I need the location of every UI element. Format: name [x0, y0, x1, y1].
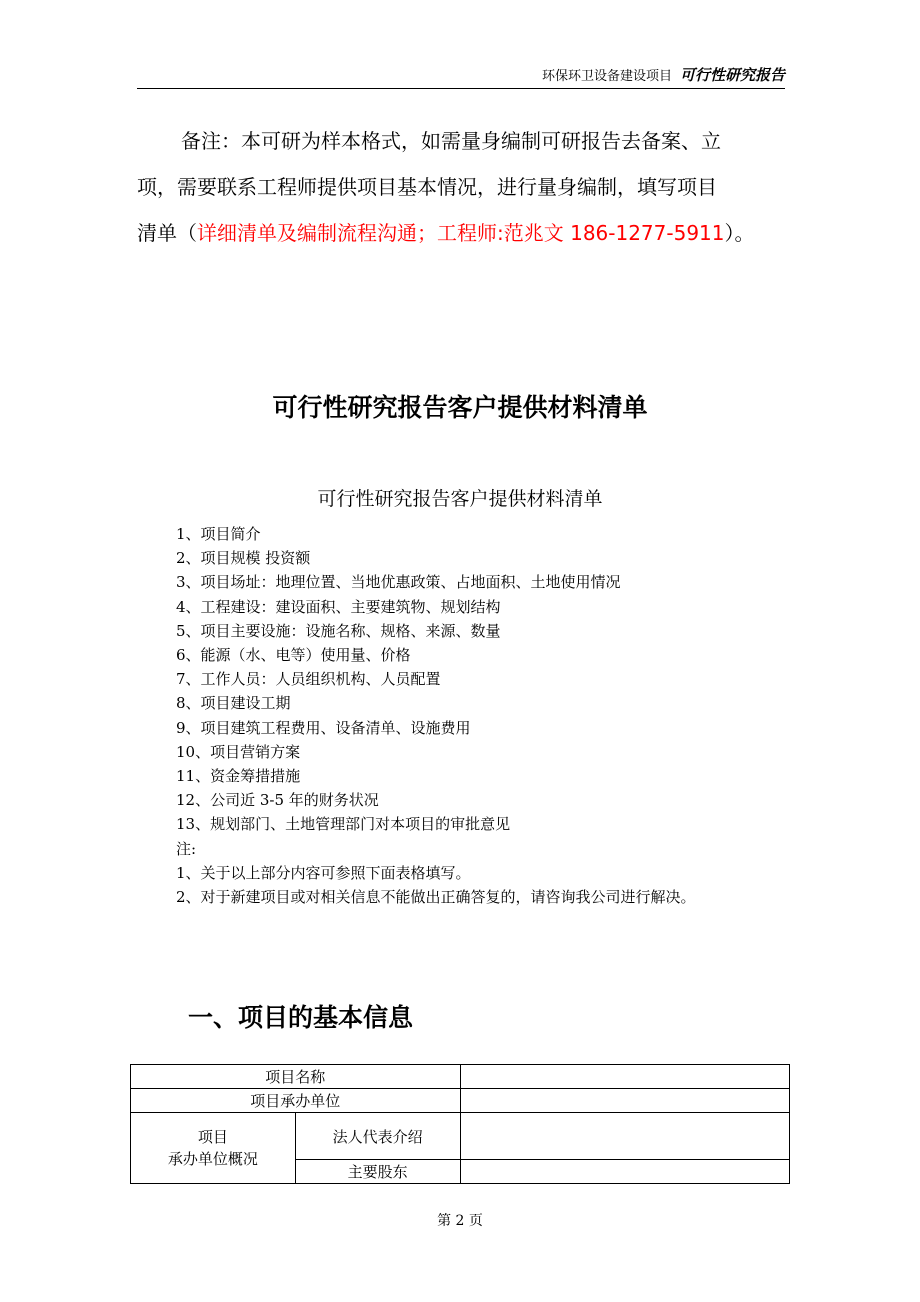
- unit-overview-label: [131, 1113, 296, 1184]
- list-item: 7、工作人员：人员组织机构、人员配置: [176, 670, 441, 689]
- page-header: [137, 64, 785, 89]
- section-heading: 一、项目的基本信息: [188, 1003, 414, 1032]
- list-item: 3、项目场址：地理位置、当地优惠政策、占地面积、土地使用情况: [176, 573, 621, 592]
- shareholders-label: 主要股东: [295, 1160, 460, 1184]
- remark-paragraph: [137, 118, 787, 256]
- main-title: 可行性研究报告客户提供材料清单: [272, 393, 648, 422]
- list-item: 11、资金筹措措施: [176, 767, 301, 786]
- remark-line-2: 项，需要联系工程师提供项目基本情况，进行量身编制，填写项目: [137, 175, 717, 199]
- sub-title: 可行性研究报告客户提供材料清单: [317, 488, 603, 510]
- project-name-value[interactable]: [460, 1065, 790, 1089]
- list-item: 1、关于以上部分内容可参照下面表格填写。: [176, 863, 471, 882]
- table-row: [131, 1065, 790, 1089]
- list-item: 6、能源（水、电等）使用量、价格: [176, 646, 411, 665]
- remark-line-3: [137, 210, 787, 256]
- legal-rep-value[interactable]: [460, 1113, 790, 1160]
- header-doc-type: 可行性研究报告: [679, 66, 785, 84]
- list-item: 13、规划部门、土地管理部门对本项目的审批意见: [176, 815, 511, 834]
- list-item: 1、项目简介: [176, 525, 261, 543]
- page-number: 第 2 页: [437, 1213, 483, 1229]
- basic-info-table: [130, 1064, 790, 1184]
- shareholders-value[interactable]: [460, 1160, 790, 1184]
- table-row: [131, 1113, 790, 1160]
- materials-list: [176, 522, 776, 909]
- undertaking-unit-label: 项目承办单位: [131, 1089, 461, 1113]
- table-row: [131, 1089, 790, 1113]
- legal-rep-label: 法人代表介绍: [295, 1113, 460, 1160]
- project-name-label: 项目名称: [131, 1065, 461, 1089]
- list-item: 8、项目建设工期: [176, 694, 291, 713]
- list-item: 12、公司近 3-5 年的财务状况: [176, 791, 379, 810]
- header-project-name: 环保环卫设备建设项目: [541, 69, 672, 84]
- list-item: 10、项目营销方案: [176, 742, 301, 761]
- remark-line-3-end: ）。: [724, 221, 755, 245]
- list-item: 2、项目规模 投资额: [176, 549, 311, 568]
- remark-line-1: 备注：本可研为样本格式，如需量身编制可研报告去备案、立: [181, 129, 721, 153]
- list-item: 5、项目主要设施：设施名称、规格、来源、数量: [176, 621, 501, 640]
- contact-info-red: 详细清单及编制流程沟通；工程师:范兆文 186-1277-5911: [197, 221, 725, 245]
- unit-overview-line-1: 项目: [197, 1128, 228, 1146]
- undertaking-unit-value[interactable]: [460, 1089, 790, 1113]
- list-item: 4、工程建设：建设面积、主要建筑物、规划结构: [176, 597, 501, 616]
- remark-line-3-start: 清单（: [137, 221, 197, 245]
- list-item: 2、对于新建项目或对相关信息不能做出正确答复的，请咨询我公司进行解决。: [176, 888, 696, 907]
- list-item: 注:: [176, 839, 197, 858]
- list-item: 9、项目建筑工程费用、设备清单、设施费用: [176, 718, 471, 737]
- unit-overview-line-2: 承办单位概况: [167, 1150, 258, 1168]
